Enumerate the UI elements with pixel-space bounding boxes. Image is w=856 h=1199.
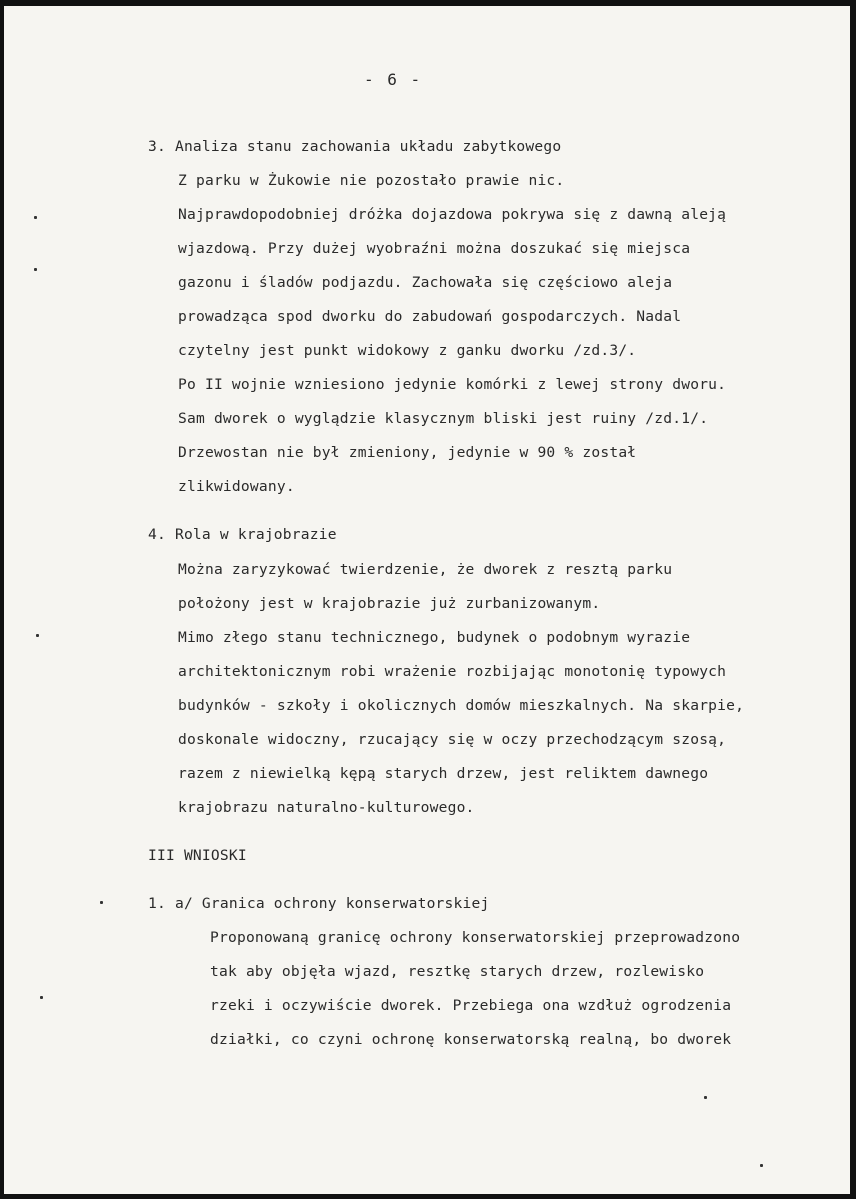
section-3-line-5: prowadząca spod dworku do zabudowań gospodarczych. Nadal	[178, 308, 682, 325]
section-3-line-2: Najprawdopodobniej dróżka dojazdowa pokrywa się z dawną aleją	[178, 206, 727, 223]
point-1-line-3: rzeki i oczywiście dworek. Przebiega ona wzdłuż ogrodzenia	[210, 997, 732, 1014]
section-3-line-6: czytelny jest punkt widokowy z ganku dworku /zd.3/.	[178, 342, 637, 359]
section-3-line-3: wjazdową. Przy dużej wyobraźni można doszukać się miejsca	[178, 240, 691, 257]
section-4-line-1: Można zaryzykować twierdzenie, że dworek z resztą parku	[178, 561, 673, 578]
section-3-line-4: gazonu i śladów podjazdu. Zachowała się częściowo aleja	[178, 274, 673, 291]
section-4-heading: 4. Rola w krajobrazie	[148, 526, 337, 543]
page-number: - 6 -	[364, 70, 423, 89]
section-4-line-2: położony jest w krajobrazie już zurbanizowanym.	[178, 595, 601, 612]
section-4-line-7: razem z niewielką kępą starych drzew, jest reliktem dawnego	[178, 765, 709, 782]
scan-speck	[34, 268, 37, 271]
section-3-line-8: Sam dworek o wyglądzie klasycznym bliski jest ruiny /zd.1/.	[178, 410, 709, 427]
section-4-line-4: architektonicznym robi wrażenie rozbijając monotonię typowych	[178, 663, 727, 680]
point-1-heading: 1. a/ Granica ochrony konserwatorskiej	[148, 895, 490, 912]
document-page	[4, 6, 850, 1194]
scan-speck	[760, 1164, 763, 1167]
section-3-line-1: Z parku w Żukowie nie pozostało prawie nic.	[178, 172, 565, 189]
section-3-line-10: zlikwidowany.	[178, 478, 295, 495]
section-3-heading: 3. Analiza stanu zachowania układu zabytkowego	[148, 138, 562, 155]
scan-speck	[40, 996, 43, 999]
point-1-line-1: Proponowaną granicę ochrony konserwatorskiej przeprowadzono	[210, 929, 741, 946]
section-4-line-5: budynków - szkoły i okolicznych domów mieszkalnych. Na skarpie,	[178, 697, 745, 714]
section-4-line-6: doskonale widoczny, rzucający się w oczy przechodzącym szosą,	[178, 731, 727, 748]
scan-speck	[34, 216, 37, 219]
section-4-line-8: krajobrazu naturalno-kulturowego.	[178, 799, 475, 816]
scan-speck	[704, 1096, 707, 1099]
section-3-line-9: Drzewostan nie był zmieniony, jedynie w 90 % został	[178, 444, 637, 461]
scan-speck	[36, 634, 39, 637]
point-1-line-4: działki, co czyni ochronę konserwatorską realną, bo dworek	[210, 1031, 732, 1048]
scan-speck	[100, 901, 103, 904]
section-3-line-7: Po II wojnie wzniesiono jedynie komórki z lewej strony dworu.	[178, 376, 727, 393]
section-iii-heading: III WNIOSKI	[148, 847, 247, 864]
point-1-line-2: tak aby objęła wjazd, resztkę starych drzew, rozlewisko	[210, 963, 705, 980]
section-4-line-3: Mimo złego stanu technicznego, budynek o podobnym wyrazie	[178, 629, 691, 646]
